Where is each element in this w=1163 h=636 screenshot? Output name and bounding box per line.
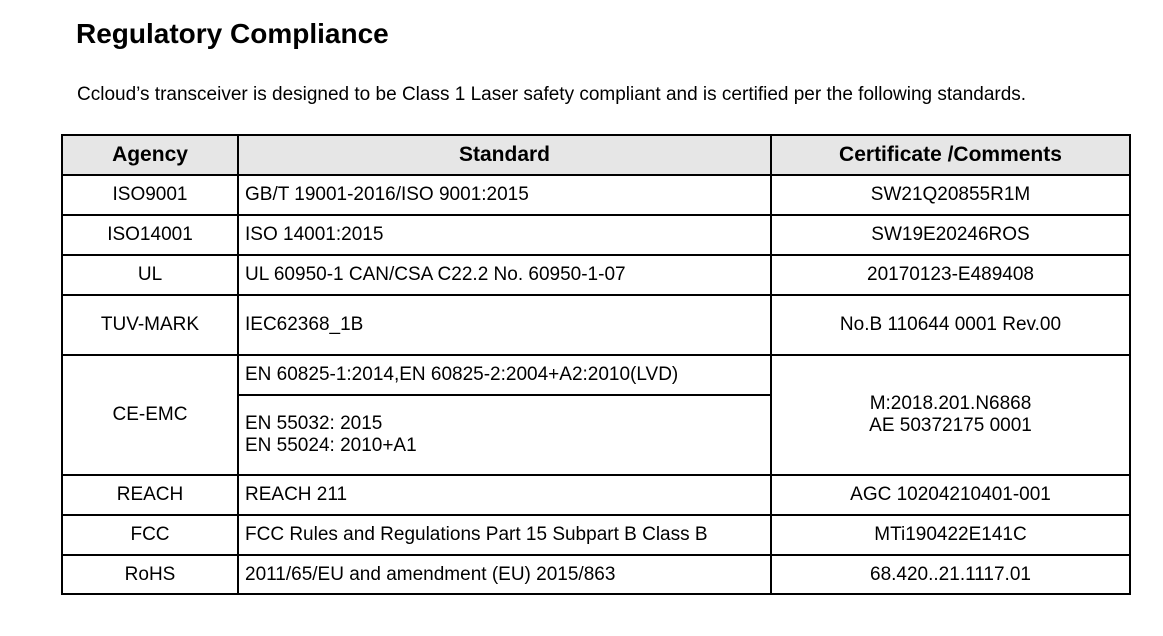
table-row [62, 515, 1130, 555]
standard-cell: 2011/65/EU and amendment (EU) 2015/863 [238, 555, 771, 594]
certificate-cell: AGC 10204210401-001 [771, 475, 1130, 515]
certificate-cell: 68.420..21.1117.01 [771, 555, 1130, 594]
agency-cell: ISO14001 [62, 215, 238, 255]
standard-line: EN 55024: 2010+A1 [245, 435, 417, 456]
standard-cell: ISO 14001:2015 [238, 215, 771, 255]
agency-cell: REACH [62, 475, 238, 515]
table-row [62, 215, 1130, 255]
table-header-row [62, 135, 1130, 175]
certificate-cell: 20170123-E489408 [771, 255, 1130, 295]
standard-cell: EN 60825-1:2014,EN 60825-2:2004+A2:2010(LVD) [238, 355, 771, 395]
intro-paragraph: Ccloud’s transceiver is designed to be Class 1 Laser safety compliant and is certified per the following standards. [77, 84, 1027, 105]
table-row [62, 555, 1130, 594]
header-certificate: Certificate /Comments [771, 135, 1130, 175]
compliance-table [61, 134, 1131, 595]
certificate-cell [771, 355, 1130, 475]
agency-cell: UL [62, 255, 238, 295]
table-row [62, 255, 1130, 295]
standard-cell: GB/T 19001-2016/ISO 9001:2015 [238, 175, 771, 215]
certificate-cell: No.B 110644 0001 Rev.00 [771, 295, 1130, 355]
standard-cell: UL 60950-1 CAN/CSA C22.2 No. 60950-1-07 [238, 255, 771, 295]
agency-cell: CE-EMC [62, 355, 238, 475]
agency-cell: TUV-MARK [62, 295, 238, 355]
standard-line: EN 55032: 2015 [245, 413, 383, 434]
standard-cell: IEC62368_1B [238, 295, 771, 355]
table-row [62, 295, 1130, 355]
certificate-cell: SW21Q20855R1M [771, 175, 1130, 215]
certificate-line: M:2018.201.N6868 [869, 393, 1032, 414]
page-title: Regulatory Compliance [76, 18, 389, 49]
certificate-cell: MTi190422E141C [771, 515, 1130, 555]
header-standard: Standard [238, 135, 771, 175]
standard-cell [238, 395, 771, 475]
standard-cell: REACH 211 [238, 475, 771, 515]
standard-cell: FCC Rules and Regulations Part 15 Subpart B Class B [238, 515, 771, 555]
certificate-line: AE 50372175 0001 [869, 415, 1032, 436]
agency-cell: FCC [62, 515, 238, 555]
agency-cell: ISO9001 [62, 175, 238, 215]
certificate-cell: SW19E20246ROS [771, 215, 1130, 255]
agency-cell: RoHS [62, 555, 238, 594]
header-agency: Agency [62, 135, 238, 175]
table-row [62, 355, 1130, 395]
table-row [62, 175, 1130, 215]
table-row [62, 475, 1130, 515]
